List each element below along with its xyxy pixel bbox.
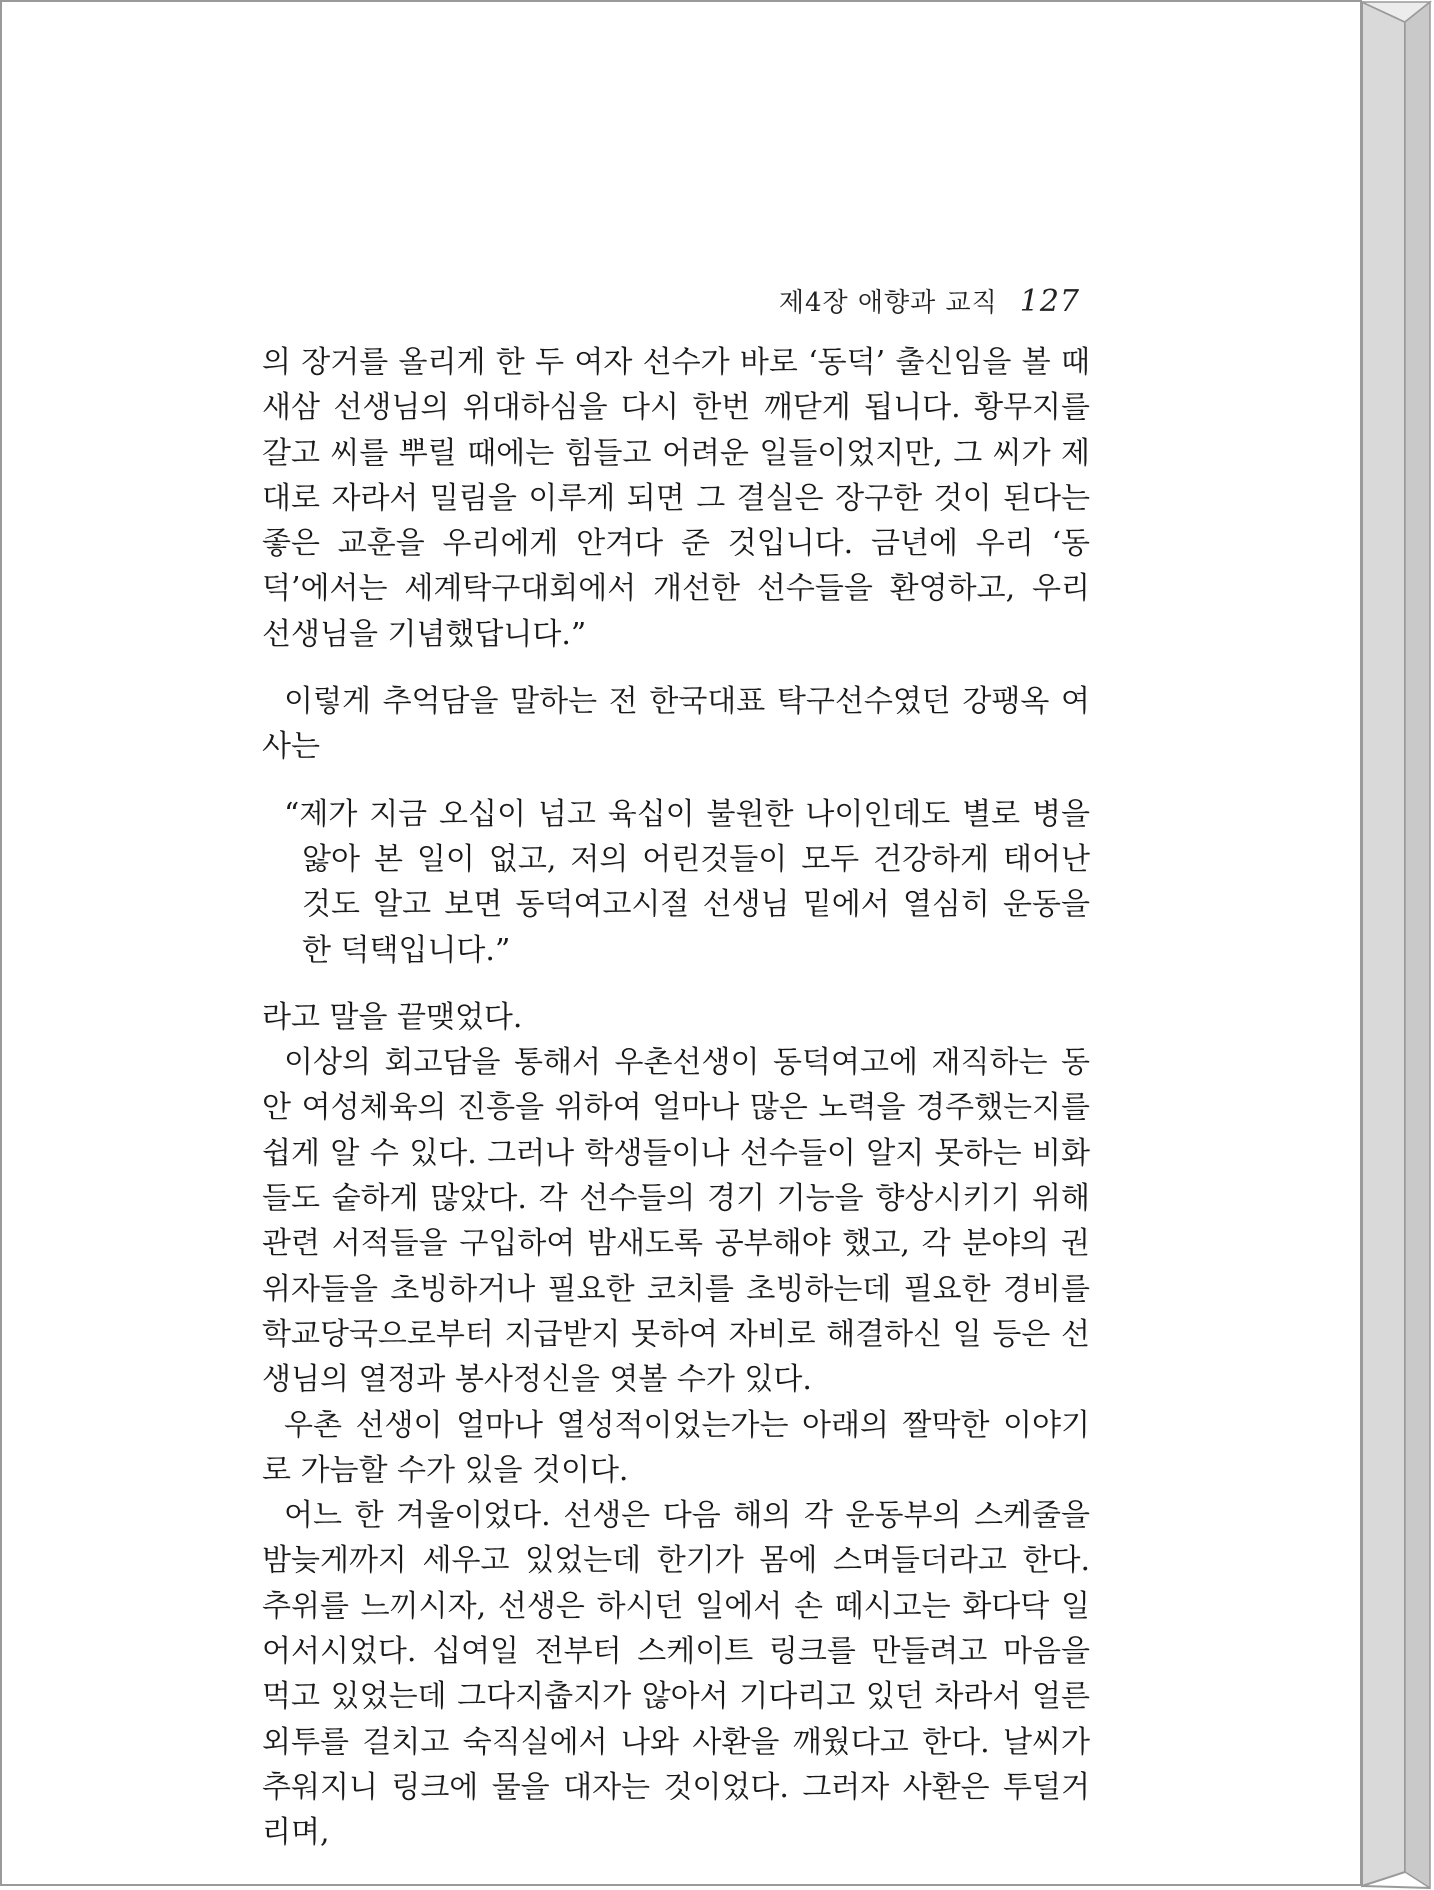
chapter-title: 제4장 애향과 교직 (778, 288, 998, 318)
paragraph-2: 이렇게 추억담을 말하는 전 한국대표 탁구선수였던 강팽옥 여사는 (262, 684, 1090, 765)
running-header (0, 282, 1080, 319)
paragraph-1: 의 장거를 올리게 한 두 여자 선수가 바로 ‘동덕’ 출신임을 볼 때 새삼 선생님의 위대하심을 다시 한번 깨닫게 됩니다. 황무지를 갈고 씨를 뿌릴 때에는 힘들고 어려운 일들이었지만, 그 씨가 제대로 자라서 밀림을 이루게 되면 그 결실은 장구한 것이 된다는 좋은 교훈을 우리에게 안겨다 준 것입니다. 금년에 우리 ‘동덕’에서는 세계탁구대회에서 개선한 선수들을 환영하고, 우리 선생님을 기념했답니다.” (262, 345, 1090, 652)
paragraph-3: 라고 말을 끝맺었다. (262, 999, 523, 1035)
page-number: 127 (1019, 284, 1080, 319)
block-quote: “제가 지금 오십이 넘고 육십이 불원한 나이인데도 별로 병을 앓아 본 일이 없고, 저의 어린것들이 모두 건강하게 태어난 것도 알고 보면 동덕여고시절 선생님 밑에서 열심히 운동을 한 덕택입니다.” (284, 796, 1090, 968)
paragraph-6: 어느 한 겨울이었다. 선생은 다음 해의 각 운동부의 스케줄을 밤늦게까지 세우고 있었는데 한기가 몸에 스며들더라고 한다. 추위를 느끼시자, 선생은 하시던 일에서 손 떼시고는 화다닥 일어서시었다. 십여일 전부터 스케이트 링크를 만들려고 마음을 먹고 있었는데 그다지춥지가 않아서 기다리고 있던 차라서 얼른 외투를 걸치고 숙직실에서 나와 사환을 깨웠다고 한다. 날씨가 추워지니 링크에 물을 대자는 것이었다. 그러자 사환은 투덜거리며, (262, 1498, 1090, 1851)
body-text (262, 340, 1090, 1856)
paragraph-5: 우촌 선생이 얼마나 열성적이었는가는 아래의 짤막한 이야기로 가늠할 수가 있을 것이다. (262, 1407, 1090, 1488)
paragraph-4: 이상의 회고담을 통해서 우촌선생이 동덕여고에 재직하는 동안 여성체육의 진흥을 위하여 얼마나 많은 노력을 경주했는지를 쉽게 알 수 있다. 그러나 학생들이나 선수들이 알지 못하는 비화들도 숱하게 많았다. 각 선수들의 경기 기능을 향상시키기 위해 관련 서적들을 구입하여 밤새도록 공부해야 했고, 각 분야의 권위자들을 초빙하거나 필요한 코치를 초빙하는데 필요한 경비를 학교당국으로부터 지급받지 못하여 자비로 해결하신 일 등은 선생님의 열정과 봉사정신을 엿볼 수가 있다. (262, 1045, 1090, 1398)
